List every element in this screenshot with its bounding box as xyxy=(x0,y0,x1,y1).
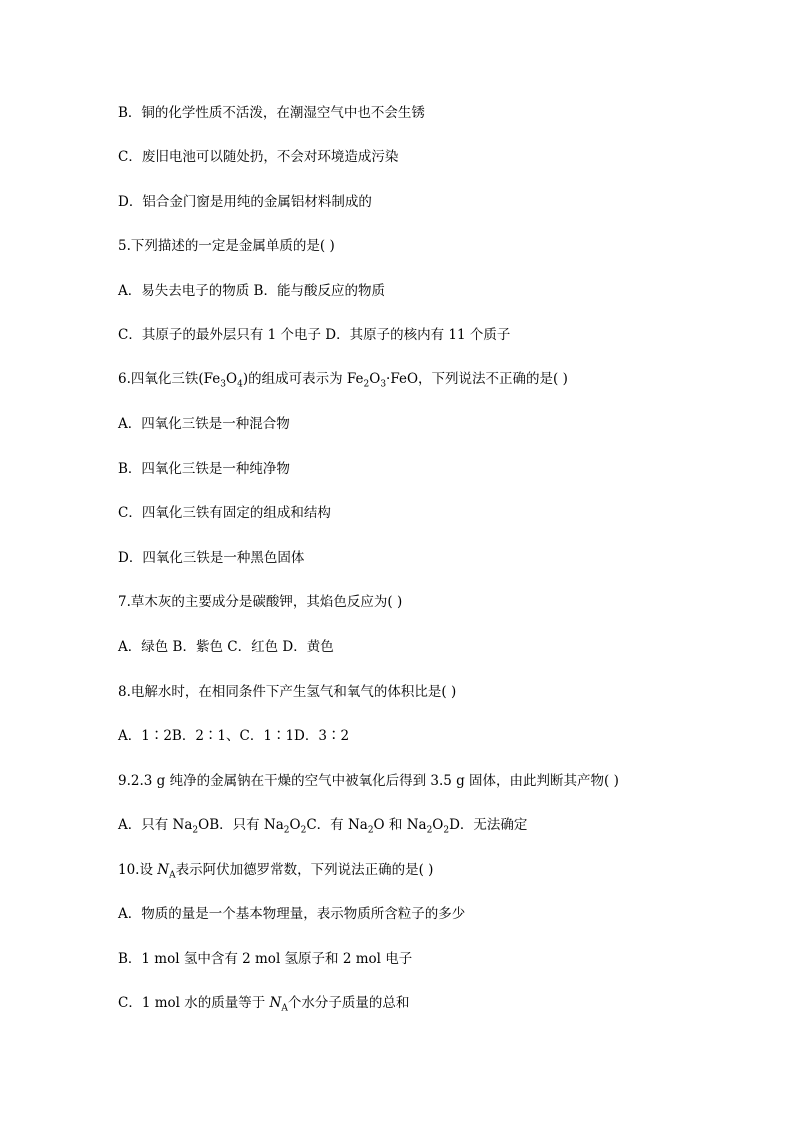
question-6-option-d: D．四氧化三铁是一种黑色固体 xyxy=(118,550,305,566)
question-5: 5.下列描述的一定是金属单质的是( ) xyxy=(118,238,335,254)
q6-mid1: O xyxy=(226,371,238,387)
q10-suffix: 表示阿伏加德罗常数，下列说法正确的是( ) xyxy=(175,862,434,878)
q9-a: A．只有 Na xyxy=(118,817,193,833)
option-b-line: B．铜的化学性质不活泼，在潮湿空气中也不会生锈 xyxy=(118,105,425,121)
question-9: 9.2.3 g 纯净的金属钠在干燥的空气中被氧化后得到 3.5 g 固体，由此判断其产物( ) xyxy=(118,773,619,789)
q9-c-mid: O 和 Na xyxy=(373,817,427,833)
q9-d: D．无法确定 xyxy=(449,817,528,833)
question-7: 7.草木灰的主要成分是碳酸钾，其焰色反应为( ) xyxy=(118,594,403,610)
q6-mid2: )的组成可表示为 Fe xyxy=(242,371,364,387)
option-d-line: D．铝合金门窗是用纯的金属铝材料制成的 xyxy=(118,194,372,210)
question-10-option-b: B．1 mol 氢中含有 2 mol 氢原子和 2 mol 电子 xyxy=(118,951,413,967)
question-10 xyxy=(118,861,433,879)
question-10-option-a: A．物质的量是一个基本物理量，表示物质所含粒子的多少 xyxy=(118,906,466,922)
q10c-na-sub: A xyxy=(281,1003,288,1014)
q6-mid3: O xyxy=(369,371,381,387)
question-8: 8.电解水时，在相同条件下产生氢气和氧气的体积比是( ) xyxy=(118,684,457,700)
question-5-options-cd: C．其原子的最外层只有 1 个电子 D．其原子的核内有 11 个质子 xyxy=(118,327,511,343)
q9-a-sub: 2 xyxy=(192,825,199,836)
q9-c-sub1: 2 xyxy=(367,825,374,836)
question-6-option-a: A．四氧化三铁是一种混合物 xyxy=(118,416,290,432)
question-6-option-c: C．四氧化三铁有固定的组成和结构 xyxy=(118,505,331,521)
q10-na: N xyxy=(157,862,170,878)
q6-prefix: 6.四氧化三铁(Fe xyxy=(118,371,221,387)
question-6 xyxy=(118,370,568,388)
option-c-line: C．废旧电池可以随处扔，不会对环境造成污染 xyxy=(118,149,399,165)
question-10-option-c xyxy=(118,994,409,1012)
q6-sub4: 3 xyxy=(380,379,387,390)
question-7-options: A．绿色 B．紫色 C．红色 D．黄色 xyxy=(118,639,334,655)
q10c-na: N xyxy=(269,995,282,1011)
q9-c-sub3: 2 xyxy=(443,825,450,836)
q9-a-end: OB．只有 Na xyxy=(198,817,284,833)
question-6-option-b: B．四氧化三铁是一种纯净物 xyxy=(118,461,290,477)
q10c-suffix: 个水分子质量的总和 xyxy=(287,995,410,1011)
q9-c-mid2: O xyxy=(432,817,444,833)
q6-sub2: 4 xyxy=(237,379,243,390)
q6-sub3: 2 xyxy=(363,379,370,390)
q9-c-sub2: 2 xyxy=(426,825,433,836)
q9-c: C．有 Na xyxy=(306,817,368,833)
q10-na-sub: A xyxy=(169,870,176,881)
question-5-options-ab: A．易失去电子的物质 B．能与酸反应的物质 xyxy=(118,283,385,299)
question-8-options: A．1∶2B．2∶1、C．1∶1D．3∶2 xyxy=(118,728,350,744)
q6-sub1: 3 xyxy=(220,379,226,390)
q10c-prefix: C．1 mol 水的质量等于 xyxy=(118,995,270,1011)
q6-suffix: ·FeO，下列说法不正确的是( ) xyxy=(386,371,568,387)
q10-prefix: 10.设 xyxy=(118,862,158,878)
question-9-options xyxy=(118,816,527,834)
q9-b-sub2: 2 xyxy=(300,825,307,836)
q9-b-sub1: 2 xyxy=(283,825,290,836)
q9-b-mid: O xyxy=(289,817,301,833)
